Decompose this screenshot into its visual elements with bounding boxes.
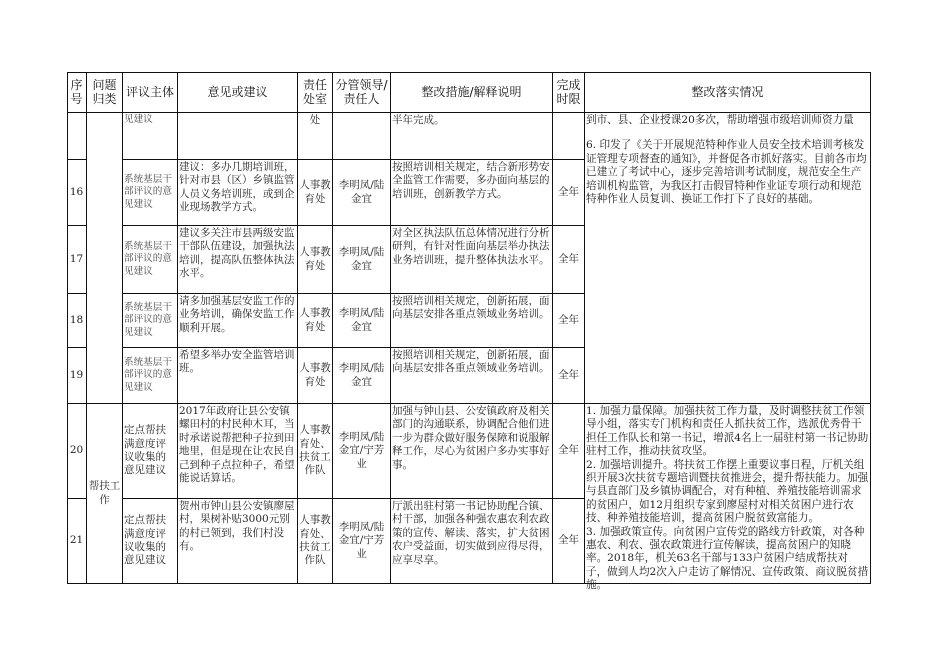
result-paragraph: 2. 加强培训提升。将扶贫工作摆上重要议事日程，厅机关组织开展3次扶贫专题培训暨扶贫推进会，提升帮扶能力。加强与县直部门及乡镇协调配合，对有种植、养殖技能培训需求的贫困户，如12月组织专家到廖屋村对相关贫困户进行农技、种养殖技能培训，提高贫困户脱贫致富能力。 xyxy=(586,458,869,525)
row-number-text: 21 xyxy=(69,534,84,547)
row-measure xyxy=(391,226,553,294)
result-paragraph: 6. 印发了《关于开展规范特种作业人员安全技术培训考核发证管理专项督查的通知》，并督促各市抓好落实。目前各市均已建立了考试中心，逐步完善培训考试制度，规范安全生产培训机构监管，为我区打击假冒特种作业证专项行动和规范特种作业人员复训、换证工作打下了良好的基础。 xyxy=(586,139,867,206)
row-dept xyxy=(298,499,333,584)
row-leader-text: 李明凤/陆金宜 xyxy=(338,179,385,205)
row-number xyxy=(67,499,87,584)
row-leader xyxy=(333,348,391,404)
row-leader-text: 李明凤/陆金宜 xyxy=(338,246,385,272)
row-subject xyxy=(123,226,178,294)
row-number-text: 16 xyxy=(69,185,84,198)
row-dept-text: 处 xyxy=(309,114,321,126)
row-suggestion-text: 请多加强基层安监工作的业务培训，确保安监工作顺利开展。 xyxy=(179,295,295,334)
row-subject-text: 系统基层干部评议的意见建议 xyxy=(124,240,172,277)
row-deadline-text: 全年 xyxy=(558,185,579,198)
row-dept xyxy=(298,348,333,404)
category-cell xyxy=(87,404,123,584)
row-number xyxy=(67,226,87,294)
row-number xyxy=(67,404,87,499)
row-subject-text: 定点帮扶满意度评议收集的意见建议 xyxy=(124,514,166,567)
row-number xyxy=(67,160,87,226)
row-suggestion-text: 建议：多办几期培训班，针对市县（区）乡镇监管人员义务培训班，或到企业现场教学方式。 xyxy=(179,161,295,214)
row-subject-text: 系统基层干部评议的意见建议 xyxy=(124,301,172,338)
row-measure-text: 厅派出驻村第一书记协助配合镇、村干部，加强各种强农惠农利农政策的宣传、解读、落实，扩大贫困农户受益面，切实做到应得尽得，应享尽享。 xyxy=(392,500,550,566)
row-measure xyxy=(391,404,553,499)
row-dept-text: 人事教育处 xyxy=(299,246,331,272)
category-cell-text: 帮扶工作 xyxy=(88,480,121,506)
row-number xyxy=(67,294,87,348)
row-leader xyxy=(333,294,391,348)
row-suggestion xyxy=(178,404,298,499)
row-measure-text: 加强与钟山县、公安镇政府及相关部门的沟通联系，协调配合他们进一步为群众做好服务保障和说服解释工作，尽心为贫困户多办实事好事。 xyxy=(392,405,550,471)
result-paragraph: 1. 加强力量保障。加强扶贫工作力量，及时调整扶贫工作领导小组，落实专门机构和责任人抓扶贫工作，选派优秀骨干担任工作队长和第一书记，增派4名上一届驻村第一书记协助驻村工作，推动扶贫攻坚。 xyxy=(586,405,869,458)
row-suggestion xyxy=(178,499,298,584)
row-measure-text: 按照培训相关规定，创新拓展，面向基层安排各重点领域业务培训。 xyxy=(392,349,550,375)
row-suggestion xyxy=(178,226,298,294)
row-measure xyxy=(391,348,553,404)
header-no-text: 序号 xyxy=(70,78,83,106)
header-dept xyxy=(298,72,333,113)
header-subject xyxy=(123,72,178,113)
row-measure xyxy=(391,499,553,584)
row-dept xyxy=(298,113,333,160)
row-dept-text: 人事教育处 xyxy=(299,362,331,388)
header-measure xyxy=(391,72,553,113)
header-category xyxy=(87,72,123,113)
row-deadline xyxy=(553,294,585,348)
row-suggestion-text: 2017年政府让县公安镇螺田村的村民种木耳，当时承诺说帮把种子拉到田地里，但是现在让农民自己到种子点拉种子，希望能说话算话。 xyxy=(179,405,295,485)
row-deadline-text: 全年 xyxy=(558,444,579,457)
result-paragraph: 到市、县、企业授课20多次，帮助增强市级培训师资力量 xyxy=(586,114,854,126)
row-leader-text: 李明凤/陆金宜/宁芳业 xyxy=(338,430,385,470)
header-suggestion-text: 意见或建议 xyxy=(207,85,268,99)
result-cell-text xyxy=(586,405,869,593)
header-dept-text: 责任处室 xyxy=(302,78,327,106)
header-subject-text: 评议主体 xyxy=(125,85,174,99)
row-dept xyxy=(298,404,333,499)
row-number xyxy=(67,113,87,160)
row-suggestion-text: 建议多关注市县两级安监干部队伍建设，加强执法培训，提高队伍整体执法水平。 xyxy=(179,227,295,280)
row-suggestion xyxy=(178,113,298,160)
row-subject xyxy=(123,113,178,160)
row-subject-text: 见建议 xyxy=(124,114,153,125)
row-subject xyxy=(123,348,178,404)
header-deadline xyxy=(553,72,585,113)
header-leader-text: 分管领导/责任人 xyxy=(335,78,388,106)
row-subject xyxy=(123,404,178,499)
row-deadline xyxy=(553,113,585,160)
result-paragraph: 3. 加强政策宣传。向贫困户宣传党的路线方针政策，对各种惠农、利农、强农政策进行宣传解读，提高贫困户的知晓率。2018年，机关63名干部与133户贫困户结成帮扶对子，做到人均2次入户走访了解情况、宣传政策、商议脱贫措施。 xyxy=(586,525,869,592)
row-deadline xyxy=(553,499,585,584)
header-leader xyxy=(333,72,391,113)
row-subject-text: 系统基层干部评议的意见建议 xyxy=(124,356,172,393)
header-suggestion xyxy=(178,72,298,113)
row-deadline-text: 全年 xyxy=(558,368,579,381)
header-result xyxy=(585,72,871,113)
row-leader xyxy=(333,226,391,294)
row-deadline-text: 全年 xyxy=(558,313,579,326)
header-result-text: 整改落实情况 xyxy=(691,85,764,99)
row-deadline xyxy=(553,160,585,226)
result-cell xyxy=(585,404,871,592)
row-deadline xyxy=(553,404,585,499)
row-measure-text: 对全区执法队伍总体情况进行分析研判，有针对性面向基层举办执法业务培训班，提升整体执法水平。 xyxy=(392,227,550,266)
row-leader xyxy=(333,113,391,160)
row-measure xyxy=(391,113,553,160)
row-suggestion xyxy=(178,294,298,348)
row-measure xyxy=(391,160,553,226)
row-dept-text: 人事教育处、扶贫工作队 xyxy=(299,514,331,567)
row-number-text: 18 xyxy=(69,313,84,326)
row-number xyxy=(67,348,87,404)
row-dept xyxy=(298,160,333,226)
row-dept-text: 人事教育处 xyxy=(299,307,331,333)
row-subject xyxy=(123,160,178,226)
row-deadline-text: 全年 xyxy=(558,252,579,265)
row-suggestion xyxy=(178,160,298,226)
row-suggestion xyxy=(178,348,298,404)
header-no xyxy=(67,72,87,113)
row-dept-text: 人事教育处、扶贫工作队 xyxy=(299,424,331,477)
row-deadline-text: 全年 xyxy=(558,534,579,547)
row-leader-text: 李明凤/陆金宜 xyxy=(338,307,385,333)
row-leader xyxy=(333,160,391,226)
row-measure-text: 按照培训相关规定，结合新形势安全监管工作需要，多办面向基层的培训班，创新教学方式。 xyxy=(392,161,550,200)
row-leader-text: 李明凤/陆金宜 xyxy=(338,362,385,388)
row-deadline xyxy=(553,348,585,404)
row-subject-text: 系统基层干部评议的意见建议 xyxy=(124,173,172,210)
row-subject-text: 定点帮扶满意度评议收集的意见建议 xyxy=(124,424,166,477)
row-dept xyxy=(298,226,333,294)
row-subject xyxy=(123,294,178,348)
row-measure-text: 按照培训相关规定，创新拓展，面向基层安排各重点领域业务培训。 xyxy=(392,295,550,321)
row-subject xyxy=(123,499,178,584)
row-measure xyxy=(391,294,553,348)
row-number-text: 20 xyxy=(69,444,84,457)
header-measure-text: 整改措施/解释说明 xyxy=(421,85,522,99)
row-leader xyxy=(333,404,391,499)
row-measure-text: 半年完成。 xyxy=(392,114,445,126)
row-deadline xyxy=(553,226,585,294)
row-leader xyxy=(333,499,391,584)
row-number-text: 17 xyxy=(69,252,84,265)
row-suggestion-text: 贺州市钟山县公安镇廖屋村，果树补贴3000元别的村已领到，我们村没有。 xyxy=(179,500,295,553)
row-suggestion-text: 希望多举办安全监管培训班。 xyxy=(179,349,295,375)
header-category-text: 问题归类 xyxy=(92,78,117,106)
row-dept xyxy=(298,294,333,348)
result-cell xyxy=(585,113,871,404)
category-cell xyxy=(87,113,123,404)
row-number-text: 19 xyxy=(69,368,84,381)
result-cell-text xyxy=(586,114,869,206)
row-dept-text: 人事教育处 xyxy=(299,179,331,205)
header-deadline-text: 完成时限 xyxy=(556,78,581,106)
row-leader-text: 李明凤/陆金宜/宁芳业 xyxy=(338,520,385,560)
